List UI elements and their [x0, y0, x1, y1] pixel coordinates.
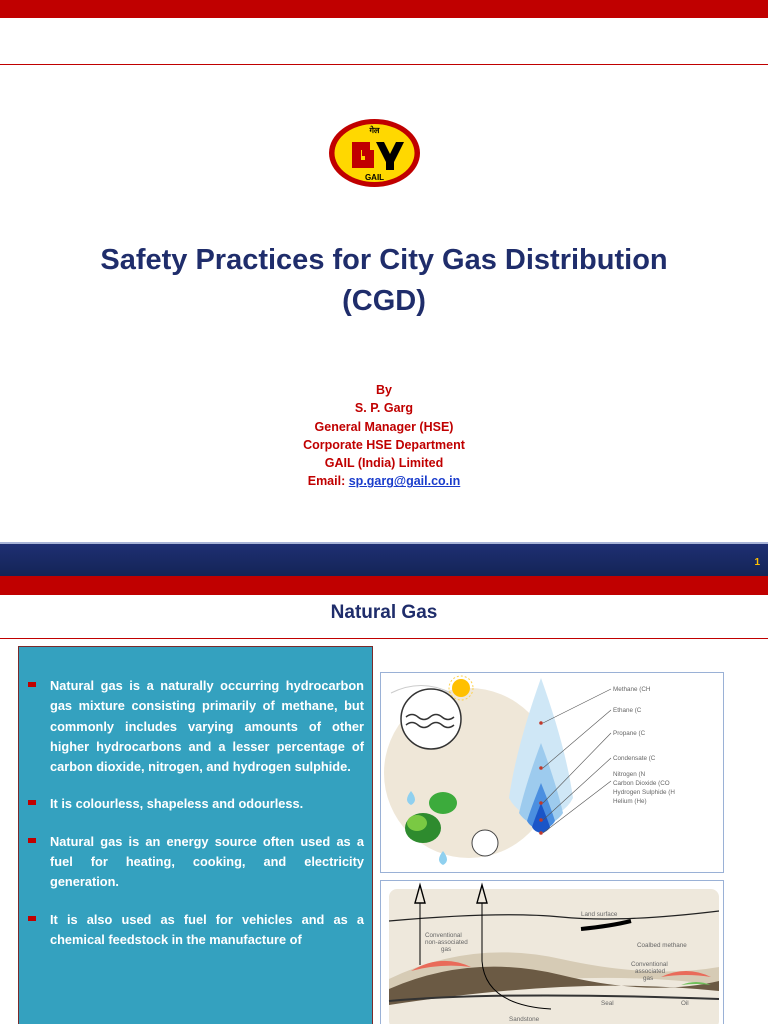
byline [0, 381, 768, 491]
label-h2s: Hydrogen Sulphide (H [613, 789, 675, 796]
email-label: Email: [307, 474, 349, 489]
gas-composition-figure [380, 672, 724, 873]
title-line-2: (CGD) [342, 285, 426, 317]
email-link[interactable]: sp.garg@gail.co.in [348, 474, 461, 489]
bullet-square-icon [28, 682, 36, 687]
byline-by: By [376, 383, 392, 397]
footer-red-bar [0, 576, 768, 595]
label-helium: Helium (He) [613, 798, 647, 805]
label-non-associated-1: Conventional [425, 932, 462, 939]
author-designation: General Manager (HSE) [314, 419, 454, 434]
label-coalbed-methane: Coalbed methane [637, 942, 687, 949]
label-methane: Methane (CH [613, 686, 651, 693]
label-condensate: Condensate (C [613, 755, 656, 762]
gas-reservoir-figure [380, 880, 724, 1024]
top-red-bar [0, 0, 768, 18]
bullet-text: Natural gas is a naturally occurring hydrocarbon gas mixture consisting primarily of methane, but commonly includes varying amounts of other higher hydrocarbons and a lesser percentage of carbon dioxide, nitrogen, and hydrogen sulphide. [50, 678, 364, 775]
bullet-item [28, 832, 364, 893]
slide2-divider [0, 638, 768, 639]
label-seal: Seal [601, 1000, 614, 1007]
bullet-item [28, 794, 364, 814]
label-associated-3: gas [643, 975, 654, 982]
gail-logo [328, 118, 421, 188]
label-oil: Oil [681, 1000, 689, 1007]
label-nitrogen: Nitrogen (N [613, 771, 646, 778]
label-ethane: Ethane (C [613, 707, 642, 714]
bullet-square-icon [28, 800, 36, 805]
title-line-1: Safety Practices for City Gas Distribution [100, 244, 668, 276]
bullet-text: Natural gas is an energy source often used as a fuel for heating, cooking, and electricity generation. [50, 833, 364, 890]
slide2-title: Natural Gas [330, 602, 438, 623]
logo-text: GAIL [364, 173, 385, 182]
label-non-associated-3: gas [441, 946, 452, 953]
bullet-item [28, 910, 364, 951]
author-department: Corporate HSE Department [303, 437, 465, 452]
author-company: GAIL (India) Limited [324, 456, 444, 471]
slide-title [40, 240, 728, 322]
label-associated-2: associated [635, 968, 666, 975]
label-co2: Carbon Dioxide (CO [613, 780, 670, 787]
label-propane: Propane (C [613, 730, 646, 737]
page-number: 1 [754, 557, 760, 568]
bullet-text-box [18, 646, 373, 1024]
label-land-surface: Land surface [581, 911, 618, 918]
bullet-item [28, 676, 364, 777]
author-name: S. P. Garg [354, 401, 414, 416]
bullet-text: It is colourless, shapeless and odourless. [50, 796, 304, 812]
bullet-square-icon [28, 838, 36, 843]
logo-hindi-text: गेल [369, 126, 380, 135]
label-sandstone: Sandstone [509, 1016, 540, 1023]
sun-icon [449, 676, 473, 700]
footer-blue-bar [0, 542, 768, 576]
bullet-square-icon [28, 916, 36, 921]
header-divider [0, 64, 768, 65]
natural-gas-slide [0, 595, 768, 1024]
label-non-associated-2: non-associated [425, 939, 468, 946]
author-email-line [0, 472, 768, 490]
bullet-text: It is also used as fuel for vehicles and as a chemical feedstock in the manufacture of [50, 911, 364, 947]
label-associated-1: Conventional [631, 961, 668, 968]
